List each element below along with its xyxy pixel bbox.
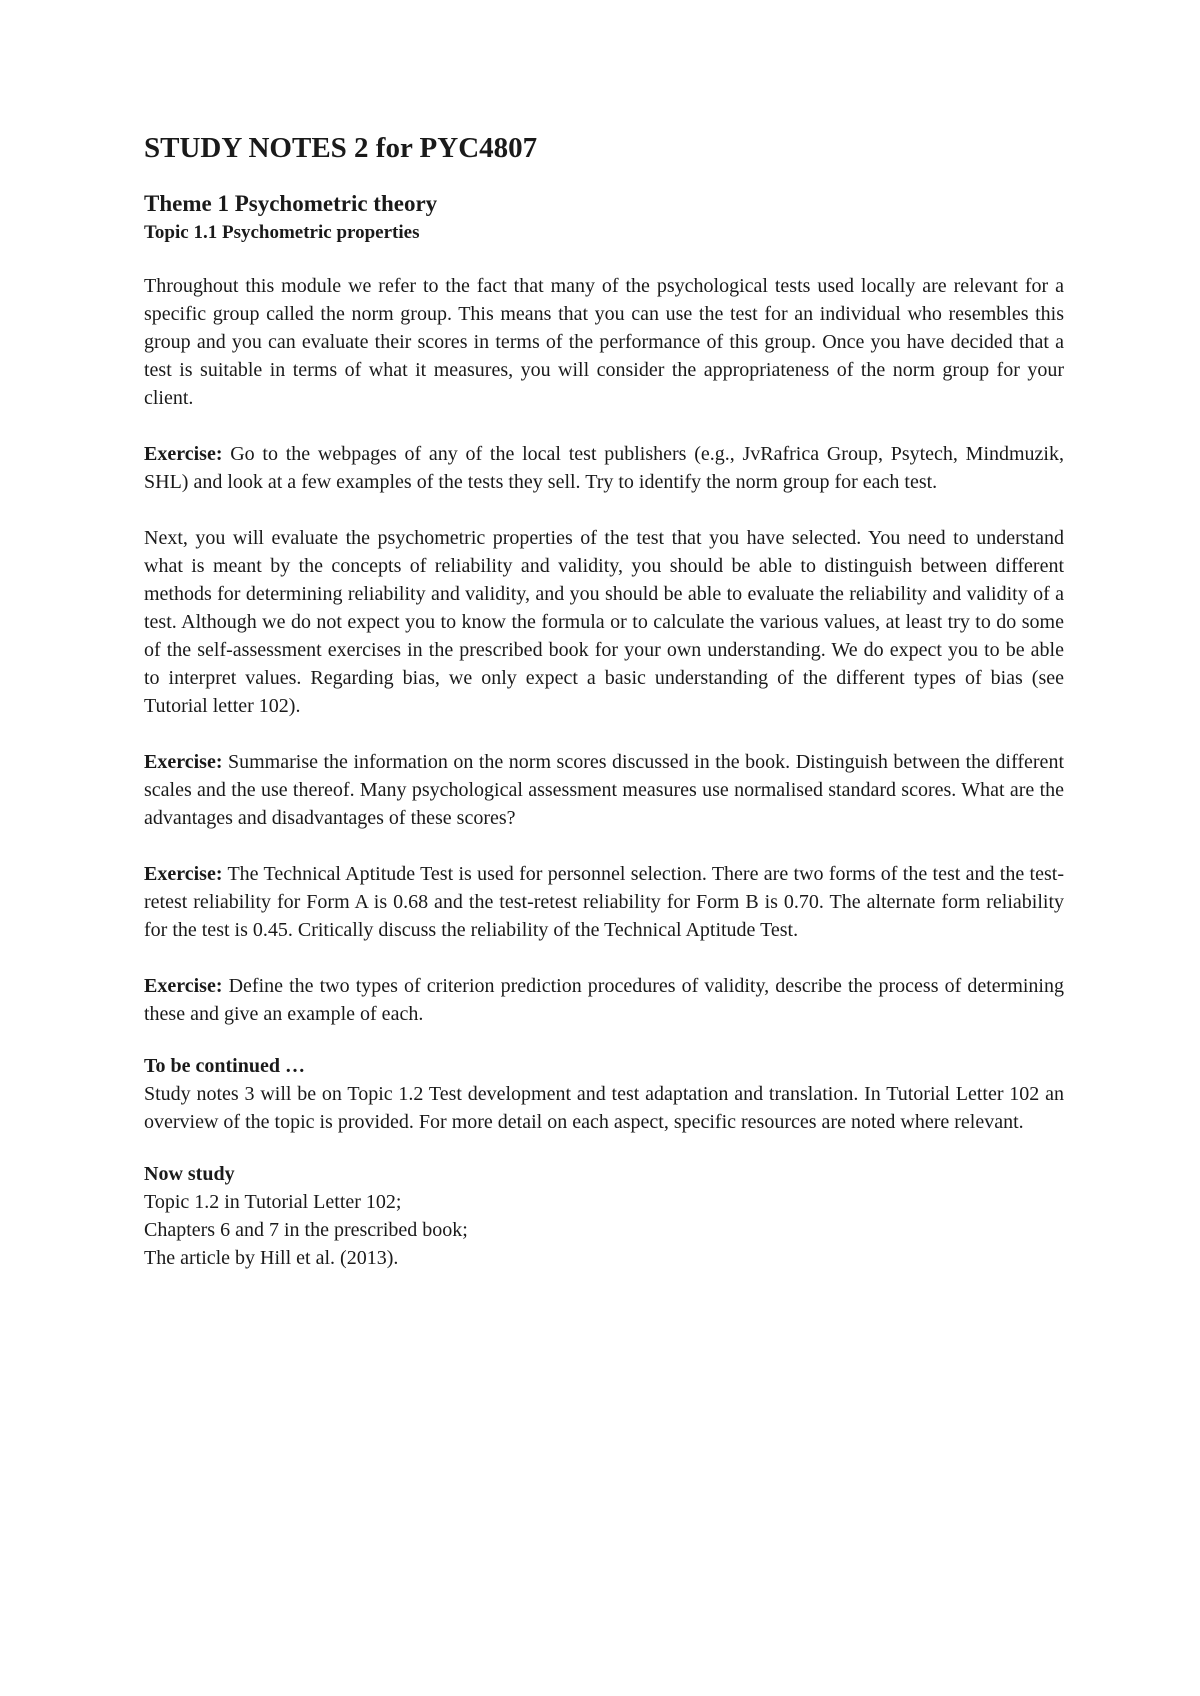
now-study-item: Topic 1.2 in Tutorial Letter 102; xyxy=(144,1191,402,1213)
exercise-4-label: Exercise: xyxy=(144,975,223,997)
exercise-4-text: Define the two types of criterion prediction procedures of validity, describe the process of determining these and give an example of each. xyxy=(144,975,1064,1025)
theme-heading: Theme 1 Psychometric theory xyxy=(144,191,438,216)
document-title: STUDY NOTES 2 for PYC4807 xyxy=(144,132,538,164)
now-study-item: The article by Hill et al. (2013). xyxy=(144,1247,399,1269)
now-study-heading: Now study xyxy=(144,1163,235,1185)
intro-paragraph: Throughout this module we refer to the fact that many of the psychological tests used locally are relevant for a specific group called the norm group. This means that you can use the test for an individual who resembles this group and you can evaluate their scores in terms of the performance of this group. Once you have decided that a test is suitable in terms of what it measures, you will consider the appropriateness of the norm group for your client. xyxy=(144,275,1064,409)
exercise-1-label: Exercise: xyxy=(144,443,223,465)
exercise-2-paragraph xyxy=(144,748,1064,832)
exercise-3-label: Exercise: xyxy=(144,863,223,885)
document-page xyxy=(144,130,1064,1272)
exercise-1-text: Go to the webpages of any of the local test publishers (e.g., JvRafrica Group, Psytech, Mindmuzik, SHL) and look at a few examples of the tests they sell. Try to identify the norm group for each test. xyxy=(144,443,1064,493)
exercise-2-label: Exercise: xyxy=(144,751,223,773)
exercise-1-paragraph xyxy=(144,440,1064,496)
next-paragraph: Next, you will evaluate the psychometric properties of the test that you have selected. You need to understand what is meant by the concepts of reliability and validity, you should be able to distinguish between different methods for determining reliability and validity, and you should be able to evaluate the reliability and validity of a test. Although we do not expect you to know the formula or to calculate the various values, at least try to do some of the self-assessment exercises in the prescribed book for your own understanding. We do expect you to be able to interpret values. Regarding bias, we only expect a basic understanding of the different types of bias (see Tutorial letter 102). xyxy=(144,527,1064,717)
exercise-4-paragraph xyxy=(144,972,1064,1028)
to-be-continued-heading: To be continued … xyxy=(144,1055,305,1077)
to-be-continued-text: Study notes 3 will be on Topic 1.2 Test development and test adaptation and translation. In Tutorial Letter 102 an overview of the topic is provided. For more detail on each aspect, specific resources are noted where relevant. xyxy=(144,1083,1064,1133)
exercise-2-text: Summarise the information on the norm scores discussed in the book. Distinguish between the different scales and the use thereof. Many psychological assessment measures use normalised standard scores. What are the advantages and disadvantages of these scores? xyxy=(144,751,1064,829)
now-study-item: Chapters 6 and 7 in the prescribed book; xyxy=(144,1219,468,1241)
exercise-3-text: The Technical Aptitude Test is used for personnel selection. There are two forms of the test and the test-retest reliability for Form A is 0.68 and the test-retest reliability for Form B is 0.70. The alternate form reliability for the test is 0.45. Critically discuss the reliability of the Technical Aptitude Test. xyxy=(144,863,1064,941)
topic-heading: Topic 1.1 Psychometric properties xyxy=(144,222,420,243)
exercise-3-paragraph xyxy=(144,860,1064,944)
